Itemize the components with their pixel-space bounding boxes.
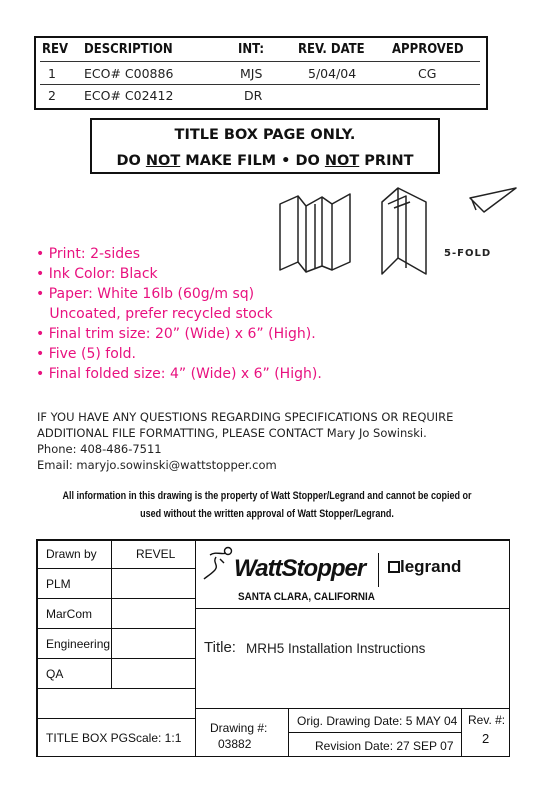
spec-item: • Ink Color: Black bbox=[36, 266, 158, 282]
rev-number-cell bbox=[461, 708, 510, 757]
header-divider bbox=[40, 61, 480, 62]
spec-item: • Final folded size: 4” (Wide) x 6” (High). bbox=[36, 366, 322, 382]
legal-line: All information in this drawing is the property of Watt Stopper/Legrand and cannot be copied or bbox=[62, 490, 472, 502]
row1-approved: CG bbox=[418, 66, 437, 81]
title-value: MRH5 Installation Instructions bbox=[246, 641, 426, 656]
approval-label-engineering: Engineering bbox=[46, 637, 111, 651]
drawing-number-cell bbox=[195, 708, 289, 757]
approved-header: APPROVED bbox=[392, 42, 464, 57]
brand-wattstopper: WattStopper bbox=[234, 555, 366, 582]
drawn-by-value: REVEL bbox=[136, 547, 176, 561]
title-box-cell bbox=[37, 718, 196, 757]
approval-cell bbox=[37, 628, 112, 659]
row1-rev: 1 bbox=[48, 66, 56, 81]
int-header: INT: bbox=[238, 42, 265, 57]
revision-date-cell bbox=[288, 732, 462, 757]
row-divider bbox=[40, 84, 480, 85]
blank-cell bbox=[37, 688, 196, 719]
spec-item: • Paper: White 16lb (60g/m sq) bbox=[36, 286, 255, 302]
fold-diagram bbox=[270, 182, 520, 292]
notice-line2: DO NOT MAKE FILM • DO NOT PRINT bbox=[116, 153, 414, 169]
location: SANTA CLARA, CALIFORNIA bbox=[238, 591, 375, 603]
row1-int: MJS bbox=[240, 66, 263, 81]
notice-line1: TITLE BOX PAGE ONLY. bbox=[174, 127, 356, 143]
logo-divider bbox=[378, 553, 379, 587]
drawing-value: 03882 bbox=[218, 737, 252, 751]
contact-phone: Phone: 408-486-7511 bbox=[37, 442, 162, 456]
orig-date: Orig. Drawing Date: 5 MAY 04 bbox=[297, 714, 458, 728]
spec-item: • Five (5) fold. bbox=[36, 346, 136, 362]
rev-date-header: REV. DATE bbox=[298, 42, 365, 57]
approval-sign-cell bbox=[111, 598, 196, 629]
contact-email: Email: maryjo.sowinski@wattstopper.com bbox=[37, 458, 277, 472]
title-cell bbox=[195, 608, 510, 709]
rev-header: REV bbox=[42, 42, 69, 57]
approval-label-qa: QA bbox=[46, 667, 64, 681]
drawn-by-label: Drawn by bbox=[46, 547, 97, 561]
title-box-label: TITLE BOX PG bbox=[46, 731, 129, 745]
scale-label: Scale: 1:1 bbox=[128, 731, 182, 745]
rev-number-value: 2 bbox=[482, 731, 490, 746]
brand-legrand: legrand bbox=[400, 557, 462, 576]
approval-label-plm: PLM bbox=[46, 577, 71, 591]
logo-cell bbox=[195, 540, 510, 609]
approval-sign-cell bbox=[111, 628, 196, 659]
wattstopper-logo-icon bbox=[202, 545, 236, 581]
approval-cell bbox=[37, 598, 112, 629]
title-label: Title: bbox=[204, 639, 236, 656]
notice-box bbox=[90, 118, 440, 174]
drawing-label: Drawing #: bbox=[210, 721, 268, 735]
approval-sign-cell bbox=[111, 568, 196, 599]
row2-rev: 2 bbox=[48, 88, 56, 103]
legrand-icon bbox=[388, 561, 400, 573]
approval-sign-cell bbox=[111, 658, 196, 689]
contact-line: IF YOU HAVE ANY QUESTIONS REGARDING SPECIFICATIONS OR REQUIRE bbox=[37, 410, 454, 424]
spec-item: • Print: 2-sides bbox=[36, 246, 141, 262]
spec-item: • Final trim size: 20” (Wide) x 6” (High). bbox=[36, 326, 316, 342]
fold-label: 5-FOLD bbox=[444, 248, 492, 259]
row1-description: ECO# C00886 bbox=[84, 66, 174, 81]
legal-line: used without the written approval of Watt Stopper/Legrand. bbox=[140, 508, 394, 520]
orig-date-cell bbox=[288, 708, 462, 733]
revision-table bbox=[34, 36, 488, 110]
approval-cell bbox=[37, 658, 112, 689]
drawn-by-value-cell bbox=[111, 540, 196, 569]
title-block bbox=[36, 539, 510, 757]
approval-cell bbox=[37, 568, 112, 599]
row2-description: ECO# C02412 bbox=[84, 88, 174, 103]
rev-number-label: Rev. #: bbox=[468, 713, 506, 727]
drawn-by-cell bbox=[37, 540, 112, 569]
description-header: DESCRIPTION bbox=[84, 42, 173, 57]
contact-line: ADDITIONAL FILE FORMATTING, PLEASE CONTACT Mary Jo Sowinski. bbox=[37, 426, 427, 440]
revision-date: Revision Date: 27 SEP 07 bbox=[315, 739, 454, 753]
row2-int: DR bbox=[244, 88, 263, 103]
row1-rev-date: 5/04/04 bbox=[308, 66, 357, 81]
spec-item: Uncoated, prefer recycled stock bbox=[36, 306, 273, 322]
approval-label-marcom: MarCom bbox=[46, 607, 93, 621]
